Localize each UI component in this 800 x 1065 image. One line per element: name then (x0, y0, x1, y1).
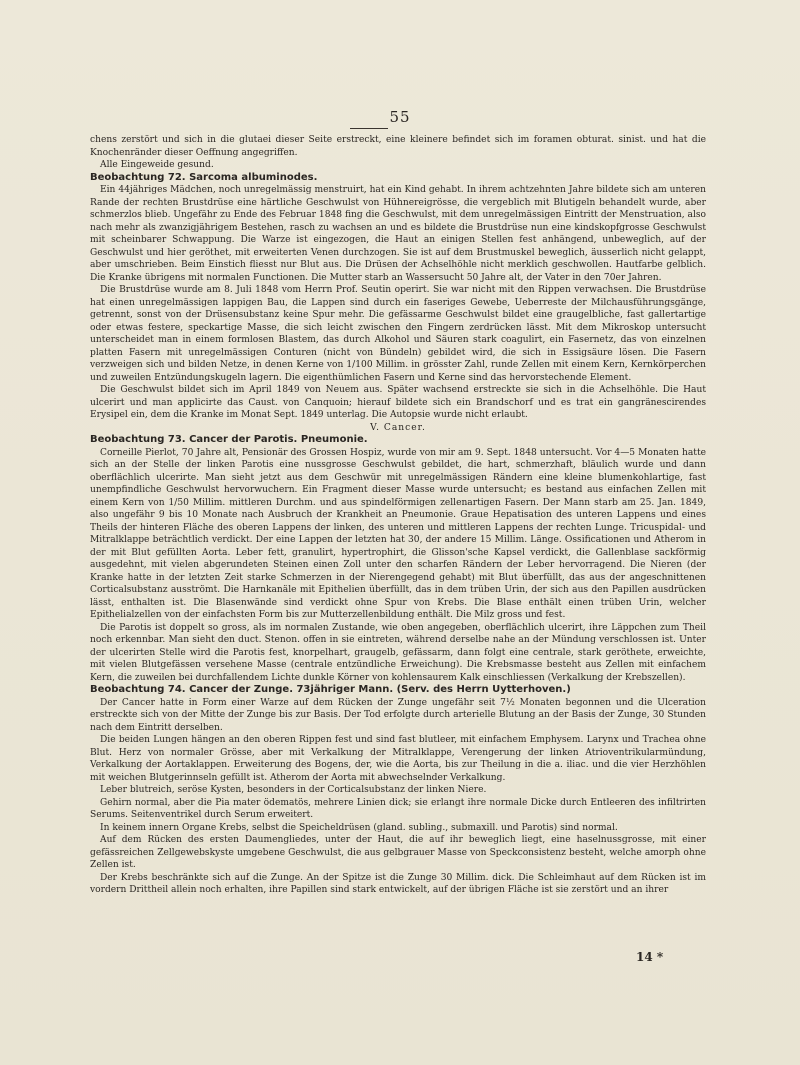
paragraph: Corneille Pierlot, 70 Jahre alt, Pensionär des Grossen Hospiz, wurde von mir am 9. Sept. 1848 untersucht. Vor 4—5 Monaten hatte sich an der Stelle der linken Parotis eine nussgrosse Geschwulst gebildet, die hart, schmerzhaft, bläulich wurde und dann oberflächlich ulcerirte. Man sieht jetzt aus dem Geschwür mit unregelmässigen Rändern eine kleine blumenkohlartige, fast unempfindliche Geschwulst hervorwuchern. Ein Fragment dieser Masse wurde untersucht; es bestand aus einfachen Zellen mit einem Kern von 1/50 Millim. mittleren Durchm. und aus spindelförmigen zellenartigen Fasern. Der Mann starb am 25. Jan. 1849, also ungefähr 9 bis 10 Monate nach Ausbruch der Krankheit an Pneumonie. Graue Hepatisation des unteren Lappens und eines Theils der hinteren Fläche des oberen Lappens der linken, des unteren und mittleren Lappens der rechten Lunge. Tricuspidal- und Mitralklappe beträchtlich verdickt. Der eine Lappen der letzten hat 30, der andere 15 Millim. Länge. Ossificationen und Atherom in der mit Blut gefüllten Aorta. Leber fett, granulirt, hypertrophirt, die Glisson'sche Kapsel verdickt, die Gallenblase sackförmig ausgedehnt, mit vielen abgerundeten Steinen einen Zoll unter den scharfen Rändern der Leber hervorragend. Die Nieren (der Kranke hatte in der letzten Zeit starke Schmerzen in der Nierengegend gehabt) mit Blut überfüllt, das aus der angeschnittenen Corticalsubstanz ausströmt. Die Harnkanäle mit Epithelien überfüllt, das in dem trüben Urin, der sich aus den Papillen ausdrücken lässt, enthalten ist. Die Blasenwände sind verdickt ohne Spur von Krebs. Die Blase enthält einen trüben Urin, welcher Epithelialzellen von der einfachsten Form bis zur Mutterzellenbildung enthält. Die Milz gross und fest. (90, 447, 706, 620)
paragraph: Gehirn normal, aber die Pia mater ödematös, mehrere Linien dick; sie erlangt ihre normale Dicke durch Entleeren des infiltrirten Serums. Seitenventrikel durch Serum erweitert. (90, 797, 706, 820)
paragraph: Die Brustdrüse wurde am 8. Juli 1848 vom Herrn Prof. Seutin operirt. Sie war nicht mit den Rippen verwachsen. Die Brustdrüse hat einen unregelmässigen lappigen Bau, die Lappen sind durch ein faseriges Gewebe, Ueberreste der Milchausführungsgänge, getrennt, sonst von der Drüsensubstanz keine Spur mehr. Die gefässarme Geschwulst bildet eine graugelbliche, fast gallertartige oder etwas festere, speckartige Masse, die sich leicht zwischen den Fingern zerdrücken lässt. Mit dem Mikroskop untersucht unterscheidet man in einem formlosen Blastem, das durch Alkohol und Säuren stark coagulirt, ein Fasernetz, das von einzelnen platten Fasern mit unregelmässigen Conturen (nicht von Bündeln) gebildet wird, die sich in Essigsäure lösen. Die Fasern verzweigen sich und bilden Netze, in denen Kerne von 1/100 Millim. in grösster Zahl, runde Zellen mit einem Kern, Kernkörperchen und zuweilen Entzündungskugeln lagern. Die eigenthümlichen Fasern und Kerne sind das hervorstechende Element. (90, 285, 706, 383)
paragraph: Die beiden Lungen hängen an den oberen Rippen fest und sind fast blutleer, mit einfachem Emphysem. Larynx und Trachea ohne Blut. Herz von normaler Grösse, aber mit Verkalkung der Mitralklappe, Verengerung der linken Atrioventrikularmündung, Verkalkung der Aortaklappen. Erweiterung des Bogens, der, wie die Aorta, bis zur Theilung in die a. iliac. und die vier Herzhöhlen mit weichen Blutgerinnseln gefüllt ist. Atherom der Aorta mit abwechselnder Verkalkung. (90, 735, 706, 783)
observation-heading-73: Beobachtung 73. Cancer der Parotis. Pneumonie. (90, 434, 368, 445)
paragraph: chens zerstört und sich in die glutaei dieser Seite erstreckt, eine kleinere befindet sich im foramen obturat. sinist. und hat die Knochenränder dieser Oeffnung angegriffen. (90, 135, 706, 158)
section-title: V. Cancer. (370, 422, 426, 433)
paragraph: Der Cancer hatte in Form einer Warze auf dem Rücken der Zunge ungefähr seit 7½ Monaten begonnen und die Ulceration erstreckte sich von der Mitte der Zunge bis zur Basis. Der Tod erfolgte durch arterielle Blutung an der Basis der Zunge, 30 Stunden nach dem Eintritt derselben. (90, 697, 706, 733)
page-number: 55 (389, 108, 411, 126)
paragraph: Der Krebs beschränkte sich auf die Zunge. An der Spitze ist die Zunge 30 Millim. dick. Die Schleimhaut auf dem Rücken ist im vordern Drittheil allein noch erhalten, ihre Papillen sind stark entwickelt, auf der übrigen Fläche ist sie zerstört und an ihrer (90, 872, 706, 895)
page-number-rule (350, 128, 388, 129)
body-text (90, 134, 706, 897)
paragraph: Die Parotis ist doppelt so gross, als im normalen Zustande, wie oben angegeben, oberflächlich ulcerirt, ihre Läppchen zum Theil noch erkennbar. Man sieht den duct. Stenon. offen in sie eintreten, während derselbe nahe an der Mündung verschlossen ist. Unter der ulcerirten Stelle wird die Parotis fest, knorpelhart, graugelb, gefässarm, dann folgt eine centrale, stark geröthete, erweichte, mit vielen Blutgefässen versehene Masse (centrale entzündliche Erweichung). Die Krebsmasse besteht aus Zellen mit einfachem Kern, die zuweilen bei durchfallendem Lichte dunkle Körner von kohlensaurem Kalk einschliessen (Verkalkung der Krebszellen). (90, 622, 706, 683)
printer-signature: 14 * (636, 950, 664, 964)
paragraph: Die Geschwulst bildet sich im April 1849 von Neuem aus. Später wachsend erstreckte sie sich in die Achselhöhle. Die Haut ulcerirt und man applicirte das Caust. von Canquoin; hierauf bildete sich ein Brandschorf und es trat ein gangränescirendes Erysipel ein, dem die Kranke im Monat Sept. 1849 unterlag. Die Autopsie wurde nicht erlaubt. (90, 385, 706, 420)
observation-heading-74: Beobachtung 74. Cancer der Zunge. 73jähriger Mann. (Serv. des Herrn Uytterhoven.) (90, 684, 571, 695)
paragraph: Alle Eingeweide gesund. (100, 160, 214, 170)
observation-heading-72: Beobachtung 72. Sarcoma albuminodes. (90, 171, 318, 183)
paragraph: Leber blutreich, seröse Kysten, besonders in der Corticalsubstanz der linken Niere. (100, 785, 487, 795)
paragraph: In keinem innern Organe Krebs, selbst die Speicheldrüsen (gland. subling., submaxill. und Parotis) sind normal. (100, 822, 618, 833)
paragraph: Ein 44jähriges Mädchen, noch unregelmässig menstruirt, hat ein Kind gehabt. In ihrem achtzehnten Jahre bildete sich am unteren Rande der rechten Brustdrüse eine härtliche Geschwulst von Hühnereigrösse, die vergeblich mit Blutigeln behandelt wurde, aber schmerzlos blieb. Ungefähr zu Ende des Februar 1848 fing die Geschwulst, mit dem unregelmässigen Eintritt der Menstruation, also nach mehr als zwanzigjährigem Bestehen, rasch zu wachsen an und es bildete die Brustdrüse nun eine kindskopfgrosse Geschwulst mit scheinbarer Schwappung. Die Warze ist eingezogen, die Haut an einigen Stellen fest anhängend, unbeweglich, auf der Geschwulst und hier geröthet, mit erweiterten Venen durchzogen. Sie ist auf dem Brustmuskel beweglich, äusserlich nicht gelappt, aber umschrieben. Beim Einstich fliesst nur Blut aus. Die Drüsen der Achselhöhle nicht merklich geschwollen. Hautfarbe gelblich. Die Kranke übrigens mit normalen Functionen. Die Mutter starb an Wassersucht 50 Jahre alt, der Vater in den 70er Jahren. (90, 185, 706, 283)
paragraph: Auf dem Rücken des ersten Daumengliedes, unter der Haut, die auf ihr beweglich liegt, eine haselnussgrosse, mit einer gefässreichen Zellgewebskyste umgebene Geschwulst, die aus gelbgrauer Masse von Speckconsistenz besteht, welche amorph ohne Zellen ist. (90, 835, 706, 870)
